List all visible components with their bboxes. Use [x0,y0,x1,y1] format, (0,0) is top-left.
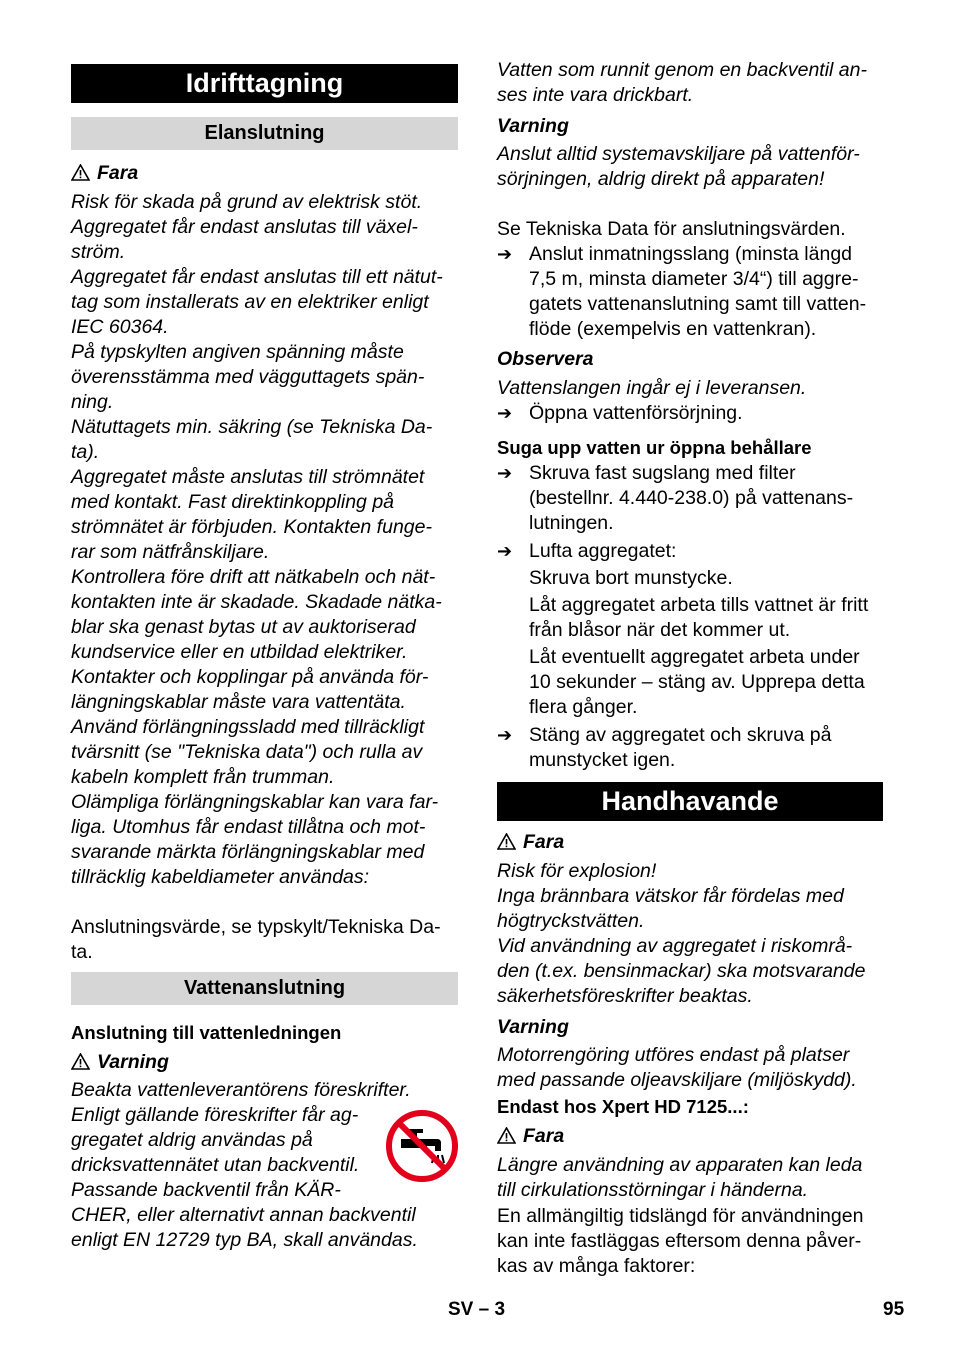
step-line: Skruva fast sugslang med filter [529,462,796,484]
warning-triangle-icon [71,1053,90,1070]
step-line: Låt eventuellt aggregatet arbeta under [529,646,860,668]
danger-heading [497,1124,564,1149]
warning-triangle-icon [497,833,516,850]
warning-triangle-icon [71,164,90,181]
section-title-idrifttagning: Idrifttagning [71,64,458,103]
warning-label: Varning [97,1051,169,1073]
step-line: Lufta aggregatet: [529,540,677,562]
observera-heading: Observera [497,348,594,370]
body-line: blar ska genast bytas ut av auktoriserad [71,616,416,638]
body-line: med passande oljeavskiljare (miljöskydd). [497,1069,857,1091]
body-line: Anslut alltid systemavskiljare på vattenför- [497,143,860,165]
tech-note: Se Tekniska Data för anslutningsvärden. [497,218,846,240]
subheading-anslutning: Anslutning till vattenledningen [71,1022,342,1043]
body-line: gregatet aldrig användas på [71,1129,313,1151]
body-line: längningskablar måste vara vattentäta. [71,691,406,713]
body-line: Nätuttagets min. säkring (se Tekniska Da- [71,416,433,438]
warning-heading: Varning [497,115,569,137]
body-line: Risk för skada på grund av elektrisk stöt. [71,191,423,213]
body-line: Kontakter och kopplingar på använda för- [71,666,429,688]
body-line: Motorrengöring utföres endast på platser [497,1044,850,1066]
step-line: Låt aggregatet arbeta tills vattnet är fritt [529,594,869,616]
body-line: Beakta vattenleverantörens föreskrifter. [71,1079,411,1101]
step-line: gatets vattenanslutning samt till vatten- [529,293,867,315]
section-title-handhavande: Handhavande [497,782,883,821]
body-line: Använd förlängningssladd med tillräckligt [71,716,425,738]
body-line: liga. Utomhus får endast tillåtna och mot- [71,816,426,838]
note-line: Anslutningsvärde, se typskylt/Tekniska Da- [71,916,441,938]
body-line: svarande märkta förlängningskablar med [71,841,425,863]
step-line: Öppna vattenförsörjning. [529,402,743,424]
footer-section-ref: SV – 3 [448,1299,506,1320]
step-line: 10 sekunder – stäng av. Upprepa detta [529,671,865,693]
step-line: lutningen. [529,512,614,534]
subsection-title-vattenanslutning: Vattenanslutning [71,972,458,1005]
body-line: Enligt gällande föreskrifter får ag- [71,1104,359,1126]
body-line: Längre användning av apparaten kan leda [497,1154,863,1176]
body-line: IEC 60364. [71,316,169,338]
step-line: munstycket igen. [529,749,676,771]
body-line: En allmängiltig tidslängd för användningen [497,1205,864,1227]
danger-label: Fara [97,162,139,184]
arrow-right-icon: ➔ [497,403,513,423]
body-line: Olämpliga förlängningskablar kan vara far- [71,791,439,813]
body-line: den (t.ex. bensinmackar) ska motsvarande [497,960,866,982]
body-line: med kontakt. Fast direktinkoppling på [71,491,395,513]
arrow-right-icon: ➔ [497,725,513,745]
danger-label: Fara [523,831,565,853]
body-line: kan inte fastläggas eftersom denna påver- [497,1230,862,1252]
arrow-right-icon: ➔ [497,541,513,561]
warning-triangle-icon [497,1127,516,1144]
danger-label: Fara [523,1125,565,1147]
body-line: dricksvattennätet utan backventil. [71,1154,360,1176]
arrow-right-icon: ➔ [497,463,513,483]
subheading-suga: Suga upp vatten ur öppna behållare [497,437,812,458]
body-line: Aggregatet får endast anslutas till växel- [71,216,418,238]
step-line: flera gånger. [529,696,638,718]
body-line: Aggregatet får endast anslutas till ett nätut- [71,266,443,288]
body-line: Kontrollera före drift att nätkabeln och nät- [71,566,436,588]
body-line: strömnätet är förbjuden. Kontakten funge- [71,516,432,538]
body-line: Risk för explosion! [497,860,657,882]
body-line: sörjningen, aldrig direkt på apparaten! [497,168,825,190]
body-line: kontakten inte är skadade. Skadade nätka- [71,591,442,613]
note-line: ta. [71,941,93,963]
body-line: tag som installerats av en elektriker enligt [71,291,429,313]
footer-page-number: 95 [883,1299,905,1320]
step-line: Stäng av aggregatet och skruva på [529,724,832,746]
body-line: kundservice eller en utbildad elektriker. [71,641,408,663]
danger-heading [71,161,138,186]
subheading-xpert: Endast hos Xpert HD 7125...: [497,1096,749,1117]
body-line: Vatten som runnit genom en backventil an- [497,59,867,81]
body-line: överensstämma med vägguttagets spän- [71,366,425,388]
body-line: CHER, eller alternativt annan backventil [71,1204,416,1226]
danger-heading [497,830,564,855]
body-line: ta). [71,441,100,463]
step-line: från blåsor när det kommer ut. [529,619,791,641]
no-drinking-water-icon [385,1109,459,1183]
warning-heading: Varning [497,1016,569,1038]
step-line: (bestellnr. 4.440-238.0) på vattenans- [529,487,854,509]
body-line: säkerhetsföreskrifter beaktas. [497,985,753,1007]
subsection-title-elanslutning: Elanslutning [71,117,458,150]
observera-text: Vattenslangen ingår ej i leveransen. [497,377,807,399]
body-line: kas av många faktorer: [497,1255,696,1277]
body-line: tillräcklig kabeldiameter användas: [71,866,370,888]
body-line: ses inte vara drickbart. [497,84,694,106]
body-line: Vid användning av aggregatet i riskområ- [497,935,853,957]
step-line: Skruva bort munstycke. [529,567,733,589]
body-line: ning. [71,391,114,413]
step-line: flöde (exempelvis en vattenkran). [529,318,817,340]
body-line: rar som nätfrånskiljare. [71,541,270,563]
body-line: På typskylten angiven spänning måste [71,341,404,363]
warning-heading [71,1050,169,1075]
body-line: enligt EN 12729 typ BA, skall användas. [71,1229,418,1251]
body-line: Inga brännbara vätskor får fördelas med [497,885,844,907]
body-line: högtryckstvätten. [497,910,645,932]
body-line: kabeln komplett från trumman. [71,766,335,788]
body-line: Passande backventil från KÄR- [71,1179,341,1201]
step-line: 7,5 m, minsta diameter 3/4“) till aggre- [529,268,859,290]
body-line: Aggregatet måste anslutas till strömnätet [71,466,425,488]
body-line: till cirkulationsstörningar i händerna. [497,1179,809,1201]
body-line: ström. [71,241,126,263]
arrow-right-icon: ➔ [497,244,513,264]
step-line: Anslut inmatningsslang (minsta längd [529,243,853,265]
body-line: tvärsnitt (se "Tekniska data") och rulla av [71,741,423,763]
